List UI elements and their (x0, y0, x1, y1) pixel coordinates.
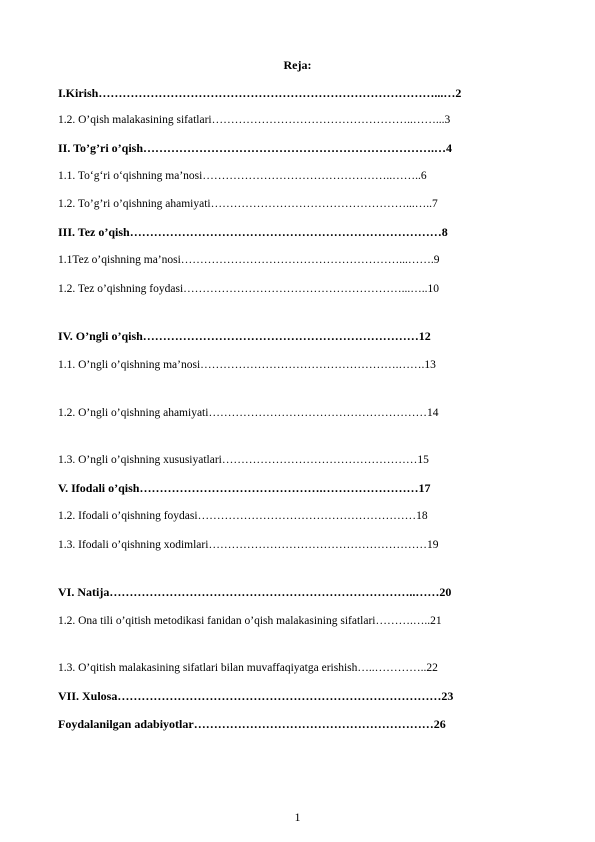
toc-entry-ongli-oqish: IV. O’ngli o’qish……………………………………………………………12 (58, 329, 431, 343)
toc-entry: 1.2. Tez o’qishning foydasi…………………………………………………...…..10 (58, 283, 440, 295)
toc-entry: 1.2. Ifodali o’qishning foydasi…………………………………………………18 (58, 510, 428, 522)
toc-entry: 1.2. O’qish malakasining sifatlari……………………………………………..……...3 (58, 114, 451, 126)
toc-entry-adabiyotlar: Foydalanilgan adabiyotlar……………………………………………………26 (58, 717, 446, 731)
page-title: Reja: (283, 58, 312, 72)
toc-entry-ifodali-oqish: V. Ifodali o’qish……………………………………….……………………17 (58, 481, 431, 495)
page-number: 1 (294, 810, 301, 824)
toc-entry: 1.3. O’qitish malakasining sifatlari bilan muvaffaqiyatga erishish…..…………..22 (58, 662, 438, 674)
toc-entry: 1.2. Ona tili o’qitish metodikasi fanidan o’qish malakasining sifatlari……….…..21 (58, 615, 442, 627)
toc-entry: 1.2. To’g’ri o’qishning ahamiyati……………………………………………...…..7 (58, 198, 438, 210)
toc-entry-tez-oqish: III. Tez o’qish……………………………………………………………………8 (58, 225, 448, 239)
toc-entry-togri-oqish: II. To’g’ri o’qish……………………………………………………………….…4 (58, 141, 453, 155)
toc-entry-xulosa: VII. Xulosa………………………………………………………………………23 (58, 689, 454, 703)
toc-entry-natija: VI. Natija…………………………………………………………………..……20 (58, 585, 452, 599)
toc-entry: 1.1. O’ngli o’qishning ma’nosi…………………………………………….…….13 (58, 359, 436, 371)
toc-entry: 1.1Tez o’qishning ma’nosi…………………………………………………...…….9 (58, 254, 440, 266)
toc-entry: 1.2. O’ngli o’qishning ahamiyati…………………………………………………14 (58, 407, 439, 419)
toc-entry: 1.3. Ifodali o’qishning xodimlari…………………………………………………19 (58, 539, 439, 551)
toc-entry: 1.1. To‘g‘ri o‘qishning ma’nosi…………………………………………..……..6 (58, 170, 427, 182)
toc-entry-kirish: I.Kirish…………………………………………………………………………...…2 (58, 86, 462, 100)
toc-entry: 1.3. O’ngli o’qishning xususiyatlari……………………………………………15 (58, 454, 429, 466)
